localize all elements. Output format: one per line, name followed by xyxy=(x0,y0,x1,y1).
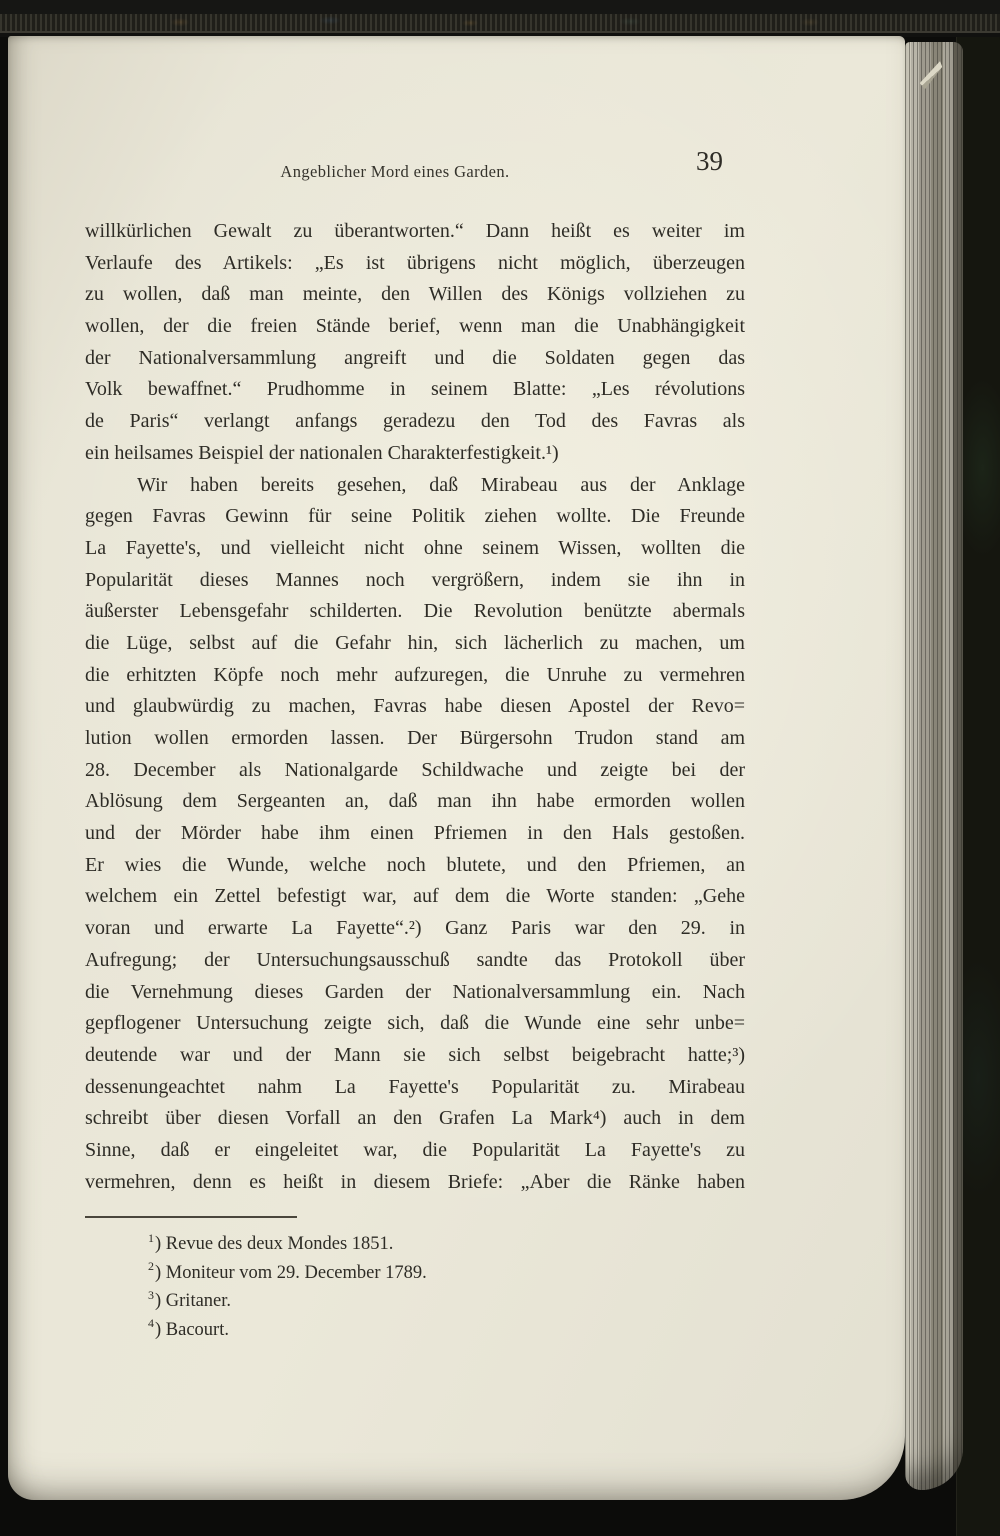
footnote-text: ) Moniteur vom 29. December 1789. xyxy=(155,1262,427,1283)
text-line: die Vernehmung dieses Garden der Nationalversammlung ein. Nach xyxy=(85,980,745,1003)
text-line: die erhitzten Köpfe noch mehr aufzuregen, die Unruhe zu vermehren xyxy=(85,663,745,686)
text-line: welchem ein Zettel befestigt war, auf dem die Worte standen: „Gehe xyxy=(85,885,745,908)
text-line: lution wollen ermorden lassen. Der Bürgersohn Trudon stand am xyxy=(85,727,745,749)
text-line: gegen Favras Gewinn für seine Politik ziehen wollte. Die Freunde xyxy=(85,505,745,528)
text-line: gepflogener Untersuchung zeigte sich, daß die Wunde eine sehr unbe= xyxy=(85,1012,745,1035)
text-line: La Fayette's, und vielleicht nicht ohne seinem Wissen, wollten die xyxy=(85,536,745,559)
text-block xyxy=(85,216,745,1198)
text-line: Popularität dieses Mannes noch vergrößern, indem sie ihn in xyxy=(85,568,745,591)
text-line: Verlaufe des Artikels: „Es ist übrigens nicht möglich, überzeugen xyxy=(85,251,745,274)
footnote-item xyxy=(148,1316,708,1345)
footnote-text: ) Bacourt. xyxy=(155,1319,229,1340)
text-line: willkürlichen Gewalt zu überantworten.“ Dann heißt es weiter im xyxy=(85,220,745,242)
text-line: dessenungeachtet nahm La Fayette's Popularität zu. Mirabeau xyxy=(85,1075,745,1098)
cloth-texture xyxy=(0,14,1000,31)
footnote-marker: 1 xyxy=(148,1230,154,1245)
running-header: Angeblicher Mord eines Garden. xyxy=(280,162,510,181)
book-fore-edge-pages xyxy=(905,42,963,1490)
binding-cloth-band xyxy=(0,0,1000,37)
footnote-marker: 2 xyxy=(148,1259,154,1274)
page-number: 39 xyxy=(696,146,723,176)
text-line: Er wies die Wunde, welche noch blutete, und den Pfriemen, an xyxy=(85,853,745,876)
text-line: Aufregung; der Untersuchungsausschuß sandte das Protokoll über xyxy=(85,948,745,971)
book-page xyxy=(8,36,905,1500)
text-line: de Paris“ verlangt anfangs geradezu den Tod des Favras als xyxy=(85,410,745,433)
footnote-item xyxy=(148,1287,708,1316)
text-line: der Nationalversammlung angreift und die Soldaten gegen das xyxy=(85,346,745,369)
text-line: Volk bewaffnet.“ Prudhomme in seinem Blatte: „Les révolutions xyxy=(85,378,745,401)
text-line: und der Mörder habe ihm einen Pfriemen in den Hals gestoßen. xyxy=(85,822,745,845)
footnote-rule xyxy=(85,1216,297,1218)
text-line: die Lüge, selbst auf die Gefahr hin, sich lächerlich zu machen, um xyxy=(85,631,745,654)
text-line: schreibt über diesen Vorfall an den Grafen La Mark⁴) auch in dem xyxy=(85,1107,745,1130)
footnote-item xyxy=(148,1230,708,1259)
footnote-text: ) Revue des deux Mondes 1851. xyxy=(155,1234,394,1254)
text-line: äußerster Lebensgefahr schilderten. Die Revolution benützte abermals xyxy=(85,600,745,623)
text-line: Ablösung dem Sergeanten an, daß man ihn habe ermorden wollen xyxy=(85,790,745,813)
footnotes-block xyxy=(148,1230,708,1344)
text-line: voran und erwarte La Fayette“.²) Ganz Paris war den 29. in xyxy=(85,917,745,940)
footnote-text: ) Gritaner. xyxy=(155,1291,232,1311)
text-line: ein heilsames Beispiel der nationalen Charakterfestigkeit.¹) xyxy=(85,441,559,464)
text-line: wollen, der die freien Stände berief, wenn man die Unabhängigkeit xyxy=(85,315,745,338)
text-line: vermehren, denn es heißt in diesem Briefe: „Aber die Ränke haben xyxy=(85,1170,745,1193)
text-line: und glaubwürdig zu machen, Favras habe diesen Apostel der Revo= xyxy=(85,695,745,718)
footnote-marker: 4 xyxy=(148,1316,154,1331)
text-line: deutende war und der Mann sie sich selbst beigebracht hatte;³) xyxy=(85,1043,745,1066)
text-line: Sinne, daß er eingeleitet war, die Popularität La Fayette's zu xyxy=(85,1138,745,1161)
footnote-item xyxy=(148,1259,708,1288)
text-line: Wir haben bereits gesehen, daß Mirabeau aus der Anklage xyxy=(137,473,745,496)
text-line: 28. December als Nationalgarde Schildwache und zeigte bei der xyxy=(85,758,745,781)
text-line: zu wollen, daß man meinte, den Willen des Königs vollziehen zu xyxy=(85,283,745,306)
footnote-marker: 3 xyxy=(148,1287,154,1302)
